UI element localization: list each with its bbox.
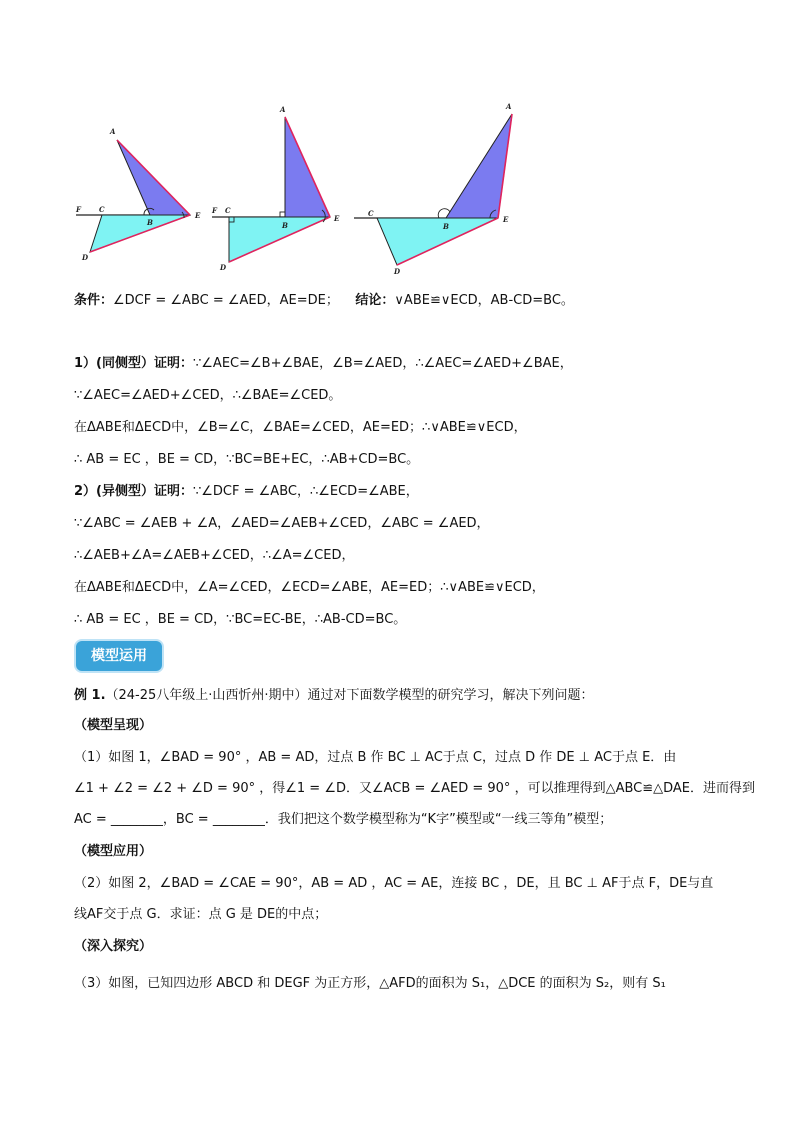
fig3-label-c: C bbox=[368, 209, 374, 218]
part-1-line-2: ∠1 + ∠2 = ∠2 + ∠D = 90° ，得∠1 = ∠D．又∠ACB = ∠AED = 90° ，可以推理得到△ABC≌△DAE．进而得到 bbox=[74, 781, 756, 796]
figure-3 bbox=[354, 102, 512, 276]
proof-2-line-2: ∵∠ABC = ∠AEB + ∠A，∠AED=∠AEB+∠CED，∠ABC = ∠AED， bbox=[74, 516, 490, 531]
condition-label: 条件： bbox=[74, 293, 114, 308]
model-application-badge: 模型运用 bbox=[76, 641, 162, 671]
heading-model-application: （模型应用） bbox=[74, 844, 153, 859]
part-1-line-3: AC = ________，BC = ________．我们把这个数学模型称为“K字”模型或“一线三等角”模型； bbox=[74, 812, 613, 827]
example-title bbox=[74, 686, 594, 706]
fig1-label-b: B bbox=[147, 218, 153, 227]
fig1-label-e: E bbox=[195, 211, 201, 220]
proof-1-text: ∵∠AEC=∠B+∠BAE，∠B=∠AED，∴∠AEC=∠AED+∠BAE， bbox=[193, 356, 573, 371]
proof-2-line-5: ∴ AB = EC ，BE = CD，∵BC=EC-BE，∴AB-CD=BC。 bbox=[74, 612, 407, 627]
conclusion-text: ∨ABE≌∨ECD，AB-CD=BC。 bbox=[394, 293, 574, 308]
part-3-line-1: （3）如图，已知四边形 ABCD 和 DEGF 为正方形，△AFD的面积为 S₁，△DCE 的面积为 S₂，则有 S₁ bbox=[74, 976, 666, 991]
condition-text: ∠DCF = ∠ABC = ∠AED，AE=DE； bbox=[113, 293, 339, 308]
fig2-label-a: A bbox=[280, 105, 286, 114]
proof-2-line-3: ∴∠AEB+∠A=∠AEB+∠CED，∴∠A=∠CED， bbox=[74, 548, 355, 563]
example-text: （24-25八年级上·山西忻州·期中）通过对下面数学模型的研究学习，解决下列问题： bbox=[105, 688, 594, 703]
fig3-triangle-ecd bbox=[377, 218, 498, 265]
proof-1-line-2: ∵∠AEC=∠AED+∠CED，∴∠BAE=∠CED。 bbox=[74, 388, 342, 403]
example-label: 例 1. bbox=[74, 688, 106, 703]
fig3-triangle-abe bbox=[446, 114, 512, 218]
proof-1-label: 1）(同侧型）证明： bbox=[74, 356, 193, 371]
fig3-label-d: D bbox=[394, 267, 401, 276]
fig2-right-angle-b bbox=[280, 212, 285, 217]
geometry-figures-svg bbox=[72, 100, 532, 280]
proof-1-line-1 bbox=[74, 354, 573, 374]
fig1-label-d: D bbox=[82, 253, 89, 262]
fig1-label-a: A bbox=[110, 127, 116, 136]
fig2-label-c: C bbox=[225, 206, 231, 215]
fig1-label-c: C bbox=[99, 205, 105, 214]
fig2-label-e: E bbox=[334, 214, 340, 223]
proof-1-line-4: ∴ AB = EC ，BE = CD，∵BC=BE+EC，∴AB+CD=BC。 bbox=[74, 452, 420, 467]
part-2-line-1: （2）如图 2，∠BAD = ∠CAE = 90°，AB = AD ，AC = AE，连接 BC ，DE，且 BC ⊥ AF于点 F，DE与直 bbox=[74, 876, 714, 891]
proof-2-label: 2）(异侧型）证明： bbox=[74, 484, 193, 499]
condition-line bbox=[74, 291, 574, 311]
fig3-label-a: A bbox=[506, 102, 512, 111]
model-figures bbox=[72, 100, 532, 280]
conclusion-label: 结论： bbox=[355, 293, 395, 308]
heading-deep-inquiry: （深入探究） bbox=[74, 939, 153, 954]
fig1-label-f: F bbox=[76, 205, 81, 214]
proof-2-line-1 bbox=[74, 482, 419, 502]
fig3-label-e: E bbox=[503, 215, 509, 224]
fig2-label-f: F bbox=[212, 206, 217, 215]
fig3-label-b: B bbox=[443, 222, 449, 231]
part-1-line-1: （1）如图 1，∠BAD = 90° ，AB = AD，过点 B 作 BC ⊥ AC于点 C，过点 D 作 DE ⊥ AC于点 E．由 bbox=[74, 750, 677, 765]
figure-2 bbox=[211, 105, 340, 272]
proof-1-line-3: 在ΔABE和ΔECD中，∠B=∠C，∠BAE=∠CED，AE=ED；∴∨ABE≌∨ECD， bbox=[74, 420, 527, 435]
fig2-label-d: D bbox=[220, 263, 227, 272]
part-2-line-2: 线AF交于点 G．求证：点 G 是 DE的中点； bbox=[74, 907, 328, 922]
fig2-label-b: B bbox=[282, 221, 288, 230]
figure-1 bbox=[75, 127, 201, 262]
proof-2-text: ∵∠DCF = ∠ABC，∴∠ECD=∠ABE， bbox=[193, 484, 419, 499]
proof-2-line-4: 在ΔABE和ΔECD中，∠A=∠CED，∠ECD=∠ABE，AE=ED；∴∨ABE≌∨ECD， bbox=[74, 580, 545, 595]
heading-model-presentation: （模型呈现） bbox=[74, 718, 153, 733]
